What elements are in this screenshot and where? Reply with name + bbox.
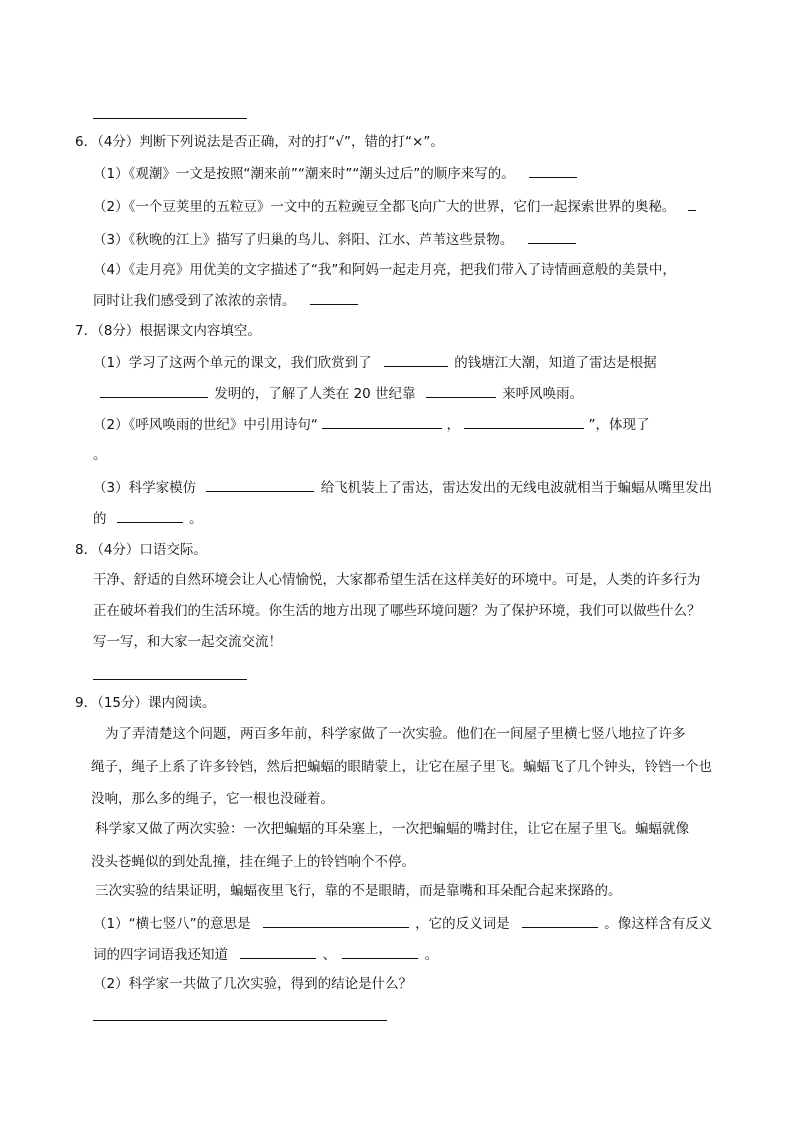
q8-answer-line[interactable] (93, 679, 247, 680)
q7-line-1b: 的钱塘江大潮，知道了雷达是根据 (454, 355, 657, 371)
q9-sub-1a: （1）“横七竖八”的意思是 (93, 916, 251, 932)
q6-item-1 (93, 163, 577, 183)
q6-item-3 (93, 229, 576, 249)
q8-header: 8．（4分）口语交际。 (75, 542, 207, 558)
q7-blank-7[interactable] (117, 508, 183, 523)
q7-line-3b: ， (446, 417, 460, 433)
q9-sub-2c: 。 (424, 947, 439, 963)
q9-para-2a: 科学家又做了两次实验：一次把蝙蝠的耳朵塞上，一次把蝙蝠的嘴封住，让它在屋子里飞。蝙蝠就像 (95, 821, 689, 837)
q9-para-1a: 为了弄清楚这个问题，两百多年前，科学家做了一次实验。他们在一间屋子里横七竖八地拉了许多 (105, 726, 686, 742)
q6-item-2 (93, 196, 696, 216)
q6-item-1-text: （1）《观潮》一文是按照“潮来前”“潮来时”“潮头过后”的顺序来写的。 (93, 166, 515, 182)
q7-line-4: 。 (93, 447, 107, 463)
q6-item-2-text: （2）《一个豆荚里的五粒豆》一文中的五粒豌豆全都飞向广大的世界，它们一起探索世界的奥秘。 (93, 199, 676, 215)
q7-line-5a: （3）科学家模仿 (93, 480, 197, 496)
q9-blank-3[interactable] (240, 944, 316, 959)
q7-line-5 (93, 477, 712, 497)
q9-blank-2[interactable] (522, 913, 598, 928)
q9-header: 9．（15分）课内阅读。 (75, 695, 216, 711)
q7-blank-4[interactable] (322, 414, 442, 429)
q9-para-3: 三次实验的结果证明，蝙蝠夜里飞行，靠的不是眼睛，而是靠嘴和耳朵配合起来探路的。 (95, 883, 622, 899)
q6-item-3-text: （3）《秋晚的江上》描写了归巢的鸟儿、斜阳、江水、芦苇这些景物。 (93, 232, 514, 248)
q9-sub-1b: ，它的反义词是 (415, 916, 510, 932)
q9-para-1c: 没响，那么多的绳子，它一根也没碰着。 (91, 791, 334, 807)
q7-blank-5[interactable] (464, 414, 584, 429)
q9-blank-4[interactable] (342, 944, 418, 959)
q6-item-4: （4）《走月亮》用优美的文字描述了“我”和阿妈一起走月亮，把我们带入了诗情画意般的美景中， (93, 262, 676, 278)
q9-sub-3: （2）科学家一共做了几次实验，得到的结论是什么？ (93, 976, 413, 992)
q8-para-1: 干净、舒适的自然环境会让人心情愉悦，大家都希望生活在这样美好的环境中。可是，人类的许多行为 (93, 572, 701, 588)
q6-item-2-blank[interactable] (688, 196, 696, 211)
q7-header: 7．（8分）根据课文内容填空。 (75, 323, 261, 339)
q9-para-1b: 绳子，绳子上系了许多铃铛，然后把蝙蝠的眼睛蒙上，让它在屋子里飞。蝙蝠飞了几个钟头，铃铛一个也 (91, 759, 712, 775)
q7-line-6a: 的 (93, 511, 107, 527)
q7-line-3a: （2）《呼风唤雨的世纪》中引用诗句“ (93, 417, 318, 433)
q7-line-3c: ”，体现了 (588, 417, 650, 433)
q7-blank-6[interactable] (206, 477, 314, 492)
q9-sub-2 (93, 944, 438, 964)
q8-para-2: 正在破坏着我们的生活环境。你生活的地方出现了哪些环境问题？为了保护环境，我们可以做些什么？ (93, 603, 701, 619)
q6-item-3-blank[interactable] (528, 229, 576, 244)
q9-sub-1c: 。像这样含有反义 (604, 916, 713, 932)
q6-item-4-blank[interactable] (310, 290, 358, 305)
q9-blank-1[interactable] (263, 913, 409, 928)
q6-item-4-cont (93, 290, 358, 310)
q9-sub-2b: 、 (322, 947, 337, 963)
q6-header: 6．（4分）判断下列说法是否正确，对的打“√”，错的打“×”。 (75, 134, 444, 150)
q9-para-2b: 没头苍蝇似的到处乱撞，挂在绳子上的铃铛响个不停。 (91, 854, 415, 870)
q7-line-1a: （1）学习了这两个单元的课文，我们欣赏到了 (93, 355, 372, 371)
q8-para-3: 写一写，和大家一起交流交流！ (93, 634, 282, 650)
q7-line-2b: 来呼风唤雨。 (502, 386, 584, 402)
q7-line-3 (93, 414, 650, 434)
q9-answer-line[interactable] (93, 1020, 387, 1021)
q7-line-6b: 。 (189, 511, 203, 527)
q7-line-1 (93, 352, 657, 372)
q7-line-2a: 发明的，了解了人类在 20 世纪靠 (214, 386, 416, 402)
q9-sub-1 (93, 913, 712, 933)
q7-line-6 (93, 508, 203, 528)
q7-blank-1[interactable] (384, 352, 448, 367)
q7-blank-2[interactable] (100, 383, 208, 398)
q6-item-4-cont-text: 同时让我们感受到了浓浓的亲情。 (93, 293, 296, 309)
q6-item-1-blank[interactable] (529, 163, 577, 178)
q9-sub-2a: 词的四字词语我还知道 (93, 947, 228, 963)
answer-line-top (93, 118, 247, 119)
q7-blank-3[interactable] (426, 383, 496, 398)
q7-line-2 (100, 383, 583, 403)
q7-line-5b: 给飞机装上了雷达，雷达发出的无线电波就相当于蝙蝠从嘴里发出 (320, 480, 713, 496)
